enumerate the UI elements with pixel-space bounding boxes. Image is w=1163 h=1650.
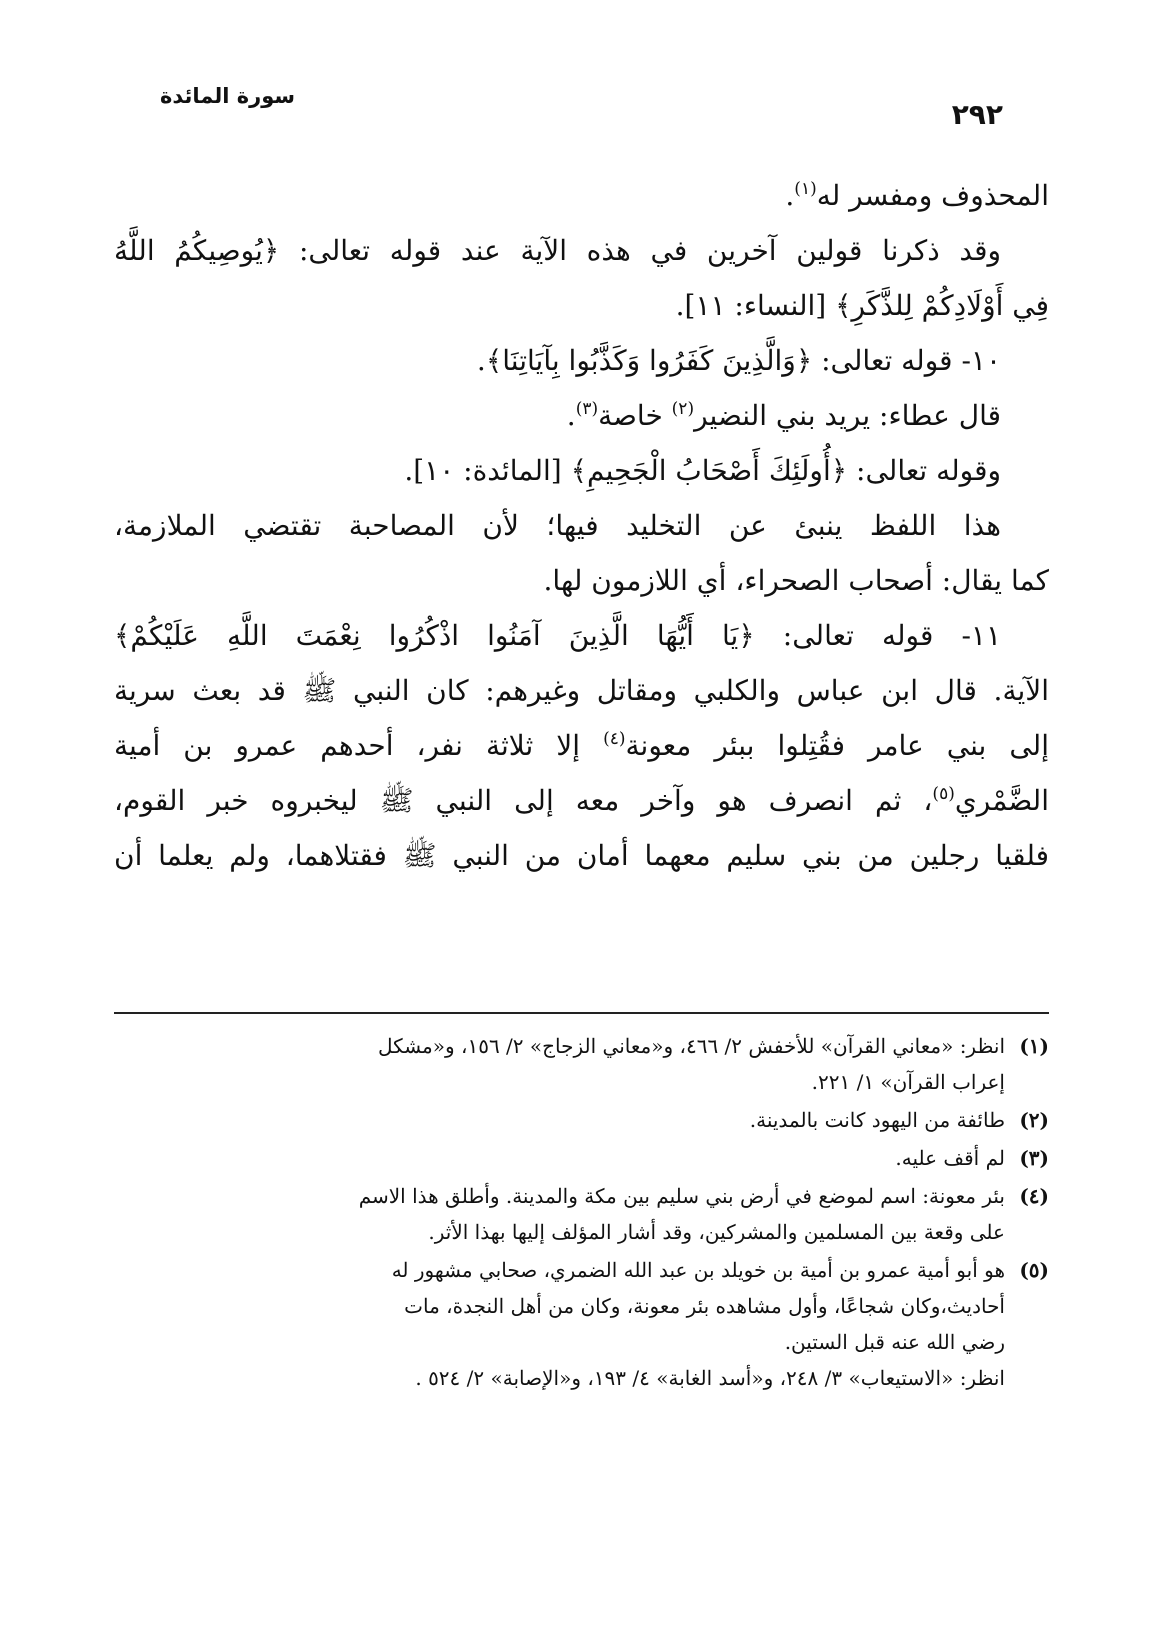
text-line: ١١- قوله تعالى: ﴿يَا أَيُّهَا الَّذِينَ آمَنُوا اذْكُرُوا نِعْمَتَ اللَّهِ عَلَيْكُمْ﴾ bbox=[114, 619, 1001, 652]
main-text bbox=[114, 168, 1049, 883]
text-segment: خاصة bbox=[598, 399, 672, 432]
footnote-1 bbox=[114, 1028, 1049, 1100]
footnote-text bbox=[114, 1028, 1005, 1100]
text-line: فِي أَوْلَادِكُمْ لِلذَّكَرِ﴾ [النساء: ١١]. bbox=[675, 289, 1049, 322]
footnote-line: لم أقف عليه. bbox=[895, 1146, 1005, 1170]
text-line: ١٠- قوله تعالى: ﴿وَالَّذِينَ كَفَرُوا وَكَذَّبُوا بِآيَاتِنَا﴾. bbox=[476, 344, 1001, 377]
footnotes bbox=[114, 1028, 1049, 1398]
footnote-2 bbox=[114, 1102, 1049, 1138]
footnote-4 bbox=[114, 1178, 1049, 1250]
text-segment: . bbox=[785, 179, 795, 212]
footnote-line: بئر معونة: اسم لموضع في أرض بني سليم بين مكة والمدينة. وأطلق هذا الاسم bbox=[358, 1184, 1005, 1208]
footnote-line: انظر: «معاني القرآن» للأخفش ٢/ ٤٦٦، و«معاني الزجاج» ٢/ ١٥٦، و«مشكل bbox=[378, 1034, 1005, 1058]
text-line bbox=[114, 773, 1049, 828]
footnote-number: (٤) bbox=[1019, 1184, 1049, 1208]
footnote-line: هو أبو أمية عمرو بن أمية بن خويلد بن عبد الله الضمري، صحابي مشهور له bbox=[391, 1258, 1005, 1282]
footnote-ref[interactable]: (٣) bbox=[575, 399, 599, 419]
footnote-number: (١) bbox=[1019, 1034, 1049, 1058]
footnote-line: إعراب القرآن» ١/ ٢٢١. bbox=[811, 1070, 1005, 1094]
text-segment: إلا ثلاثة نفر، أحدهم عمرو بن أمية bbox=[114, 729, 604, 762]
footnote-line: انظر: «الاستيعاب» ٣/ ٢٤٨، و«أسد الغابة» ٤/ ١٩٣، و«الإصابة» ٢/ ٥٢٤ . bbox=[415, 1366, 1005, 1390]
text-line: وقد ذكرنا قولين آخرين في هذه الآية عند قوله تعالى: ﴿يُوصِيكُمُ اللَّهُ bbox=[114, 234, 1001, 267]
footnote-5 bbox=[114, 1252, 1049, 1396]
footnote-text bbox=[114, 1252, 1005, 1396]
footnote-ref[interactable]: (٤) bbox=[603, 729, 626, 749]
footnote-ref[interactable]: (١) bbox=[794, 179, 817, 199]
text-line: فلقيا رجلين من بني سليم معهما أمان من النبي ﷺ فقتلاهما، ولم يعلما أن bbox=[114, 839, 1049, 872]
text-segment: قال عطاء: يريد بني النضير bbox=[694, 399, 1001, 432]
footnote-text bbox=[114, 1102, 1005, 1138]
footnote-line: أحاديث،وكان شجاعًا، وأول مشاهده بئر معونة، وكان من أهل النجدة، مات bbox=[404, 1294, 1005, 1318]
page-header bbox=[160, 84, 1003, 134]
text-line bbox=[114, 388, 1049, 443]
text-line: وقوله تعالى: ﴿أُولَئِكَ أَصْحَابُ الْجَحِيمِ﴾ [المائدة: ١٠]. bbox=[404, 454, 1001, 487]
footnote-number: (٥) bbox=[1019, 1258, 1049, 1282]
footnote-number: (٣) bbox=[1019, 1146, 1049, 1170]
text-segment: الضَّمْري bbox=[954, 784, 1049, 817]
text-segment: . bbox=[566, 399, 576, 432]
footnote-line: على وقعة بين المسلمين والمشركين، وقد أشار المؤلف إليها بهذا الأثر. bbox=[428, 1220, 1005, 1244]
text-segment: ، ثم انصرف هو وآخر معه إلى النبي ﷺ ليخبروه خبر القوم، bbox=[114, 784, 933, 817]
footnote-line: رضي الله عنه قبل الستين. bbox=[784, 1330, 1005, 1354]
page-number: ٢٩٢ bbox=[951, 98, 1003, 131]
text-line bbox=[114, 168, 1049, 223]
text-line: كما يقال: أصحاب الصحراء، أي اللازمون لها. bbox=[543, 564, 1049, 597]
text-segment: إلى بني عامر فقُتِلوا ببئر معونة bbox=[625, 729, 1049, 762]
footnote-text bbox=[114, 1140, 1005, 1176]
running-title: سورة المائدة bbox=[160, 84, 296, 108]
footnote-line: طائفة من اليهود كانت بالمدينة. bbox=[749, 1108, 1005, 1132]
footnote-ref[interactable]: (٢) bbox=[671, 399, 695, 419]
text-line: الآية. قال ابن عباس والكلبي ومقاتل وغيرهم: كان النبي ﷺ قد بعث سرية bbox=[114, 674, 1049, 707]
footnote-3 bbox=[114, 1140, 1049, 1176]
footnote-divider bbox=[114, 1012, 1049, 1014]
text-line bbox=[114, 718, 1049, 773]
text-line: هذا اللفظ ينبئ عن التخليد فيها؛ لأن المصاحبة تقتضي الملازمة، bbox=[114, 509, 1001, 542]
footnote-text bbox=[114, 1178, 1005, 1250]
footnote-number: (٢) bbox=[1019, 1108, 1049, 1132]
footnote-ref[interactable]: (٥) bbox=[932, 784, 955, 804]
text-segment: المحذوف ومفسر له bbox=[816, 179, 1049, 212]
